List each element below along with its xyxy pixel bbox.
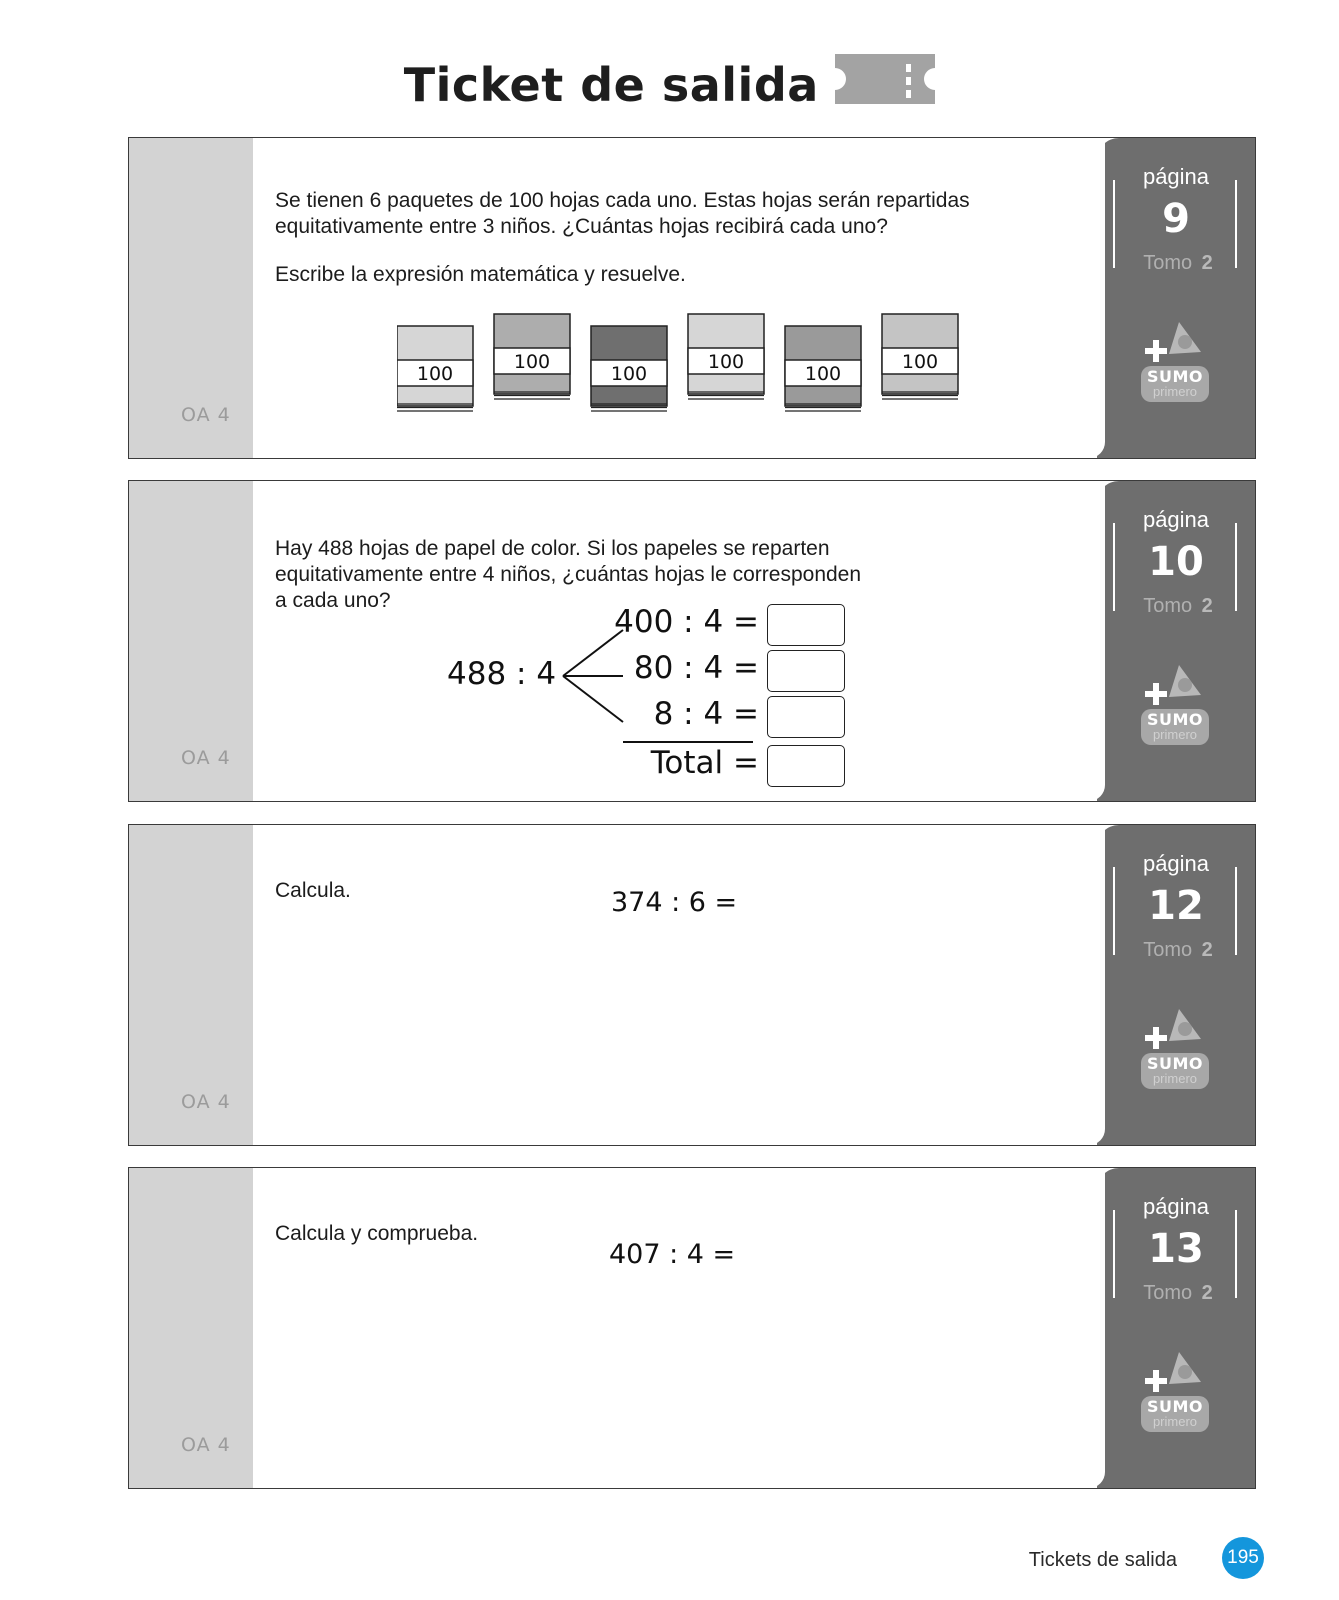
answer-box-total[interactable]	[767, 745, 845, 787]
ticket-card-3	[128, 824, 1256, 1146]
answer-box-3[interactable]	[767, 696, 845, 738]
page-number: 9	[1162, 196, 1190, 242]
page-title: Ticket de salida	[403, 58, 819, 112]
page-reference-panel	[1097, 481, 1255, 801]
paper-package	[688, 314, 764, 399]
oa-label: OA 4	[181, 747, 231, 769]
branch-expression-2: 80 : 4 =	[633, 650, 759, 686]
sumo-primero-logo	[1141, 1007, 1221, 1097]
package-label: 100	[610, 363, 648, 385]
ticket-card-4	[128, 1167, 1256, 1489]
tomo-label: Tomo 2	[1135, 1282, 1217, 1304]
logo-sumo-text: SUMO	[1146, 1054, 1204, 1073]
logo-shapes-icon	[1141, 1350, 1209, 1400]
ticket-icon	[835, 54, 935, 104]
problem-line: Se tienen 6 paquetes de 100 hojas cada uno. Estas hojas serán repartidas	[275, 189, 970, 212]
oa-label: OA 4	[181, 1091, 231, 1113]
sumo-primero-logo	[1141, 1350, 1221, 1440]
page-header	[0, 58, 1339, 112]
logo-primero-text: primero	[1152, 1071, 1198, 1086]
footer-section-title: Tickets de salida	[1028, 1549, 1177, 1571]
page-number-badge: 195	[1222, 1537, 1264, 1579]
paper-package	[882, 314, 958, 399]
ticket-card-2	[128, 480, 1256, 802]
logo-shapes-icon	[1141, 320, 1209, 370]
page-number: 13	[1148, 1226, 1204, 1272]
page-number: 10	[1148, 539, 1204, 585]
division-expression: 374 : 6 =	[611, 887, 738, 918]
paper-package	[494, 314, 570, 399]
division-expression: 488 : 4	[447, 656, 557, 692]
problem-line: equitativamente entre 3 niños. ¿Cuántas hojas recibirá cada uno?	[275, 215, 888, 238]
problem-text	[275, 536, 861, 614]
package-label: 100	[513, 351, 551, 373]
package-label: 100	[804, 363, 842, 385]
logo-sumo-text: SUMO	[1146, 367, 1204, 386]
paper-package	[591, 326, 667, 411]
problem-text: Calcula.	[275, 879, 351, 902]
oa-label: OA 4	[181, 404, 231, 426]
pagina-label: página	[1139, 1194, 1213, 1219]
branch-expression-1: 400 : 4 =	[614, 604, 759, 640]
problem-text	[275, 188, 970, 240]
page-reference-panel	[1097, 825, 1255, 1145]
package-label: 100	[707, 351, 745, 373]
tomo-label: Tomo 2	[1135, 595, 1217, 617]
pagina-label: página	[1139, 507, 1213, 532]
package-label: 100	[901, 351, 939, 373]
logo-shapes-icon	[1141, 663, 1209, 713]
sum-line	[623, 741, 753, 743]
logo-primero-text: primero	[1152, 1414, 1198, 1429]
problem-text: Calcula y comprueba.	[275, 1222, 479, 1245]
logo-primero-text: primero	[1152, 384, 1198, 399]
package-label: 100	[416, 363, 454, 385]
paper-packages	[397, 312, 997, 424]
paper-package	[397, 326, 473, 411]
logo-sumo-text: SUMO	[1146, 1397, 1204, 1416]
problem-line: equitativamente entre 4 niños, ¿cuántas hojas le corresponden	[275, 563, 862, 586]
problem-line: a cada uno?	[275, 589, 391, 612]
oa-label: OA 4	[181, 1434, 231, 1456]
logo-sumo-text: SUMO	[1146, 710, 1204, 729]
tomo-label: Tomo 2	[1135, 939, 1217, 961]
pagina-label: página	[1139, 851, 1213, 876]
instruction-text: Escribe la expresión matemática y resuelve.	[275, 263, 686, 286]
ticket-card-1	[128, 137, 1256, 459]
logo-primero-text: primero	[1152, 727, 1198, 742]
problem-line: Hay 488 hojas de papel de color. Si los papeles se reparten	[275, 537, 830, 560]
page-number: 12	[1148, 883, 1204, 929]
answer-box-1[interactable]	[767, 604, 845, 646]
branch-expression-3: 8 : 4 =	[653, 696, 759, 732]
pagina-label: página	[1139, 164, 1213, 189]
sumo-primero-logo	[1141, 663, 1221, 753]
division-expression: 407 : 4 =	[609, 1239, 736, 1270]
answer-box-2[interactable]	[767, 650, 845, 692]
page-reference-panel	[1097, 1168, 1255, 1488]
tomo-label: Tomo 2	[1135, 252, 1217, 274]
logo-shapes-icon	[1141, 1007, 1209, 1057]
paper-package	[785, 326, 861, 411]
sumo-primero-logo	[1141, 320, 1221, 410]
page-reference-panel	[1097, 138, 1255, 458]
total-label: Total =	[650, 745, 759, 781]
